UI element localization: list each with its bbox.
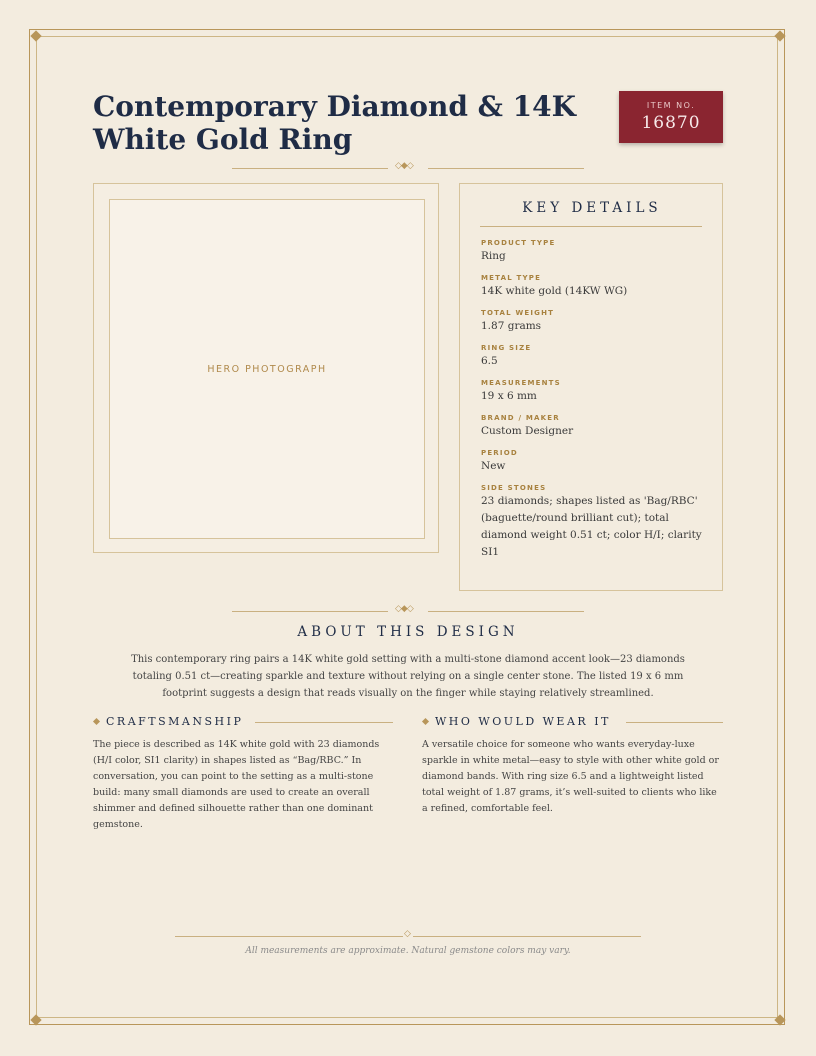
hero-photo-placeholder [109, 199, 425, 539]
detail-period [481, 448, 709, 475]
detail-side-stones [481, 483, 709, 561]
detail-brand-maker [481, 413, 709, 440]
title-divider [232, 161, 584, 174]
about-divider [232, 604, 584, 617]
who-would-wear-title: WHO WOULD WEAR IT [435, 715, 619, 728]
detail-label: METAL TYPE [481, 274, 542, 282]
item-number-badge [619, 91, 723, 143]
footer-divider [175, 929, 641, 942]
item-number-value: 16870 [641, 113, 701, 133]
detail-value: 6.5 [481, 355, 498, 367]
craftsmanship-title: CRAFTSMANSHIP [106, 715, 251, 728]
footer-ornament-icon: ◇ [404, 929, 410, 939]
about-section-text: This contemporary ring pairs a 14K white gold setting with a multi-stone diamond accent look—23 diamonds totaling 0.51 ct—creating sparkle and texture without relying on a single center stone. The listed 19 x 6 mm footprint suggests a design that reads visually on the finger while staying relatively streamlined. [131, 654, 685, 699]
divider-ornament-icon: ◇◆◇ [395, 604, 413, 614]
detail-label: SIDE STONES [481, 484, 547, 492]
detail-value: Ring [481, 250, 506, 262]
detail-value: 19 x 6 mm [481, 390, 537, 402]
key-details-rule [480, 226, 702, 227]
craftsmanship-heading [93, 715, 393, 731]
detail-value: New [481, 460, 506, 472]
key-details-title: KEY DETAILS [522, 200, 662, 216]
key-details-list [481, 238, 709, 569]
detail-value: 1.87 grams [481, 320, 542, 332]
detail-label: MEASUREMENTS [481, 379, 561, 387]
about-section-title: ABOUT THIS DESIGN [297, 624, 519, 640]
craftsmanship-text: The piece is described as 14K white gold with 23 diamonds (H/I color, SI1 clarity) in shapes listed as “Bag/RBC.” In conversation, you can point to the setting as a multi-stone build: many small diamonds are used to create an overall shimmer and defined silhouette rather than one dominant gemstone. [93, 739, 380, 830]
who-would-wear-section [422, 715, 722, 827]
item-number-label: ITEM NO. [646, 101, 696, 110]
detail-measurements [481, 378, 709, 405]
diamond-bullet-icon [93, 718, 100, 725]
detail-label: TOTAL WEIGHT [481, 309, 555, 317]
who-would-wear-heading [422, 715, 722, 731]
detail-label: PRODUCT TYPE [481, 239, 556, 247]
detail-value: 14K white gold (14KW WG) [481, 285, 628, 297]
hero-placeholder-label: HERO PHOTOGRAPH [207, 363, 327, 375]
detail-metal-type [481, 273, 709, 300]
detail-value: Custom Designer [481, 425, 574, 437]
detail-ring-size [481, 343, 709, 370]
detail-value: 23 diamonds; shapes listed as 'Bag/RBC' (baguette/round brilliant cut); total diamond weight 0.51 ct; color H/I; clarity SI1 [481, 495, 702, 558]
key-details-panel [459, 183, 723, 591]
divider-ornament-icon: ◇◆◇ [395, 161, 413, 171]
hero-photo-frame [93, 183, 439, 553]
diamond-bullet-icon [422, 718, 429, 725]
page-title: Contemporary Diamond & 14K White Gold Ring [93, 90, 576, 156]
detail-label: PERIOD [481, 449, 518, 457]
who-would-wear-text: A versatile choice for someone who wants everyday-luxe sparkle in white metal—easy to style with other white gold or diamond bands. With ring size 6.5 and a lightweight listed total weight of 1.87 grams, it’s well-suited to clients who like a refined, comfortable feel. [422, 739, 719, 814]
detail-total-weight [481, 308, 709, 335]
craftsmanship-section [93, 715, 393, 843]
detail-product-type [481, 238, 709, 265]
footer-disclaimer: All measurements are approximate. Natural gemstone colors may vary. [245, 946, 571, 956]
detail-label: RING SIZE [481, 344, 532, 352]
detail-label: BRAND / MAKER [481, 414, 560, 422]
